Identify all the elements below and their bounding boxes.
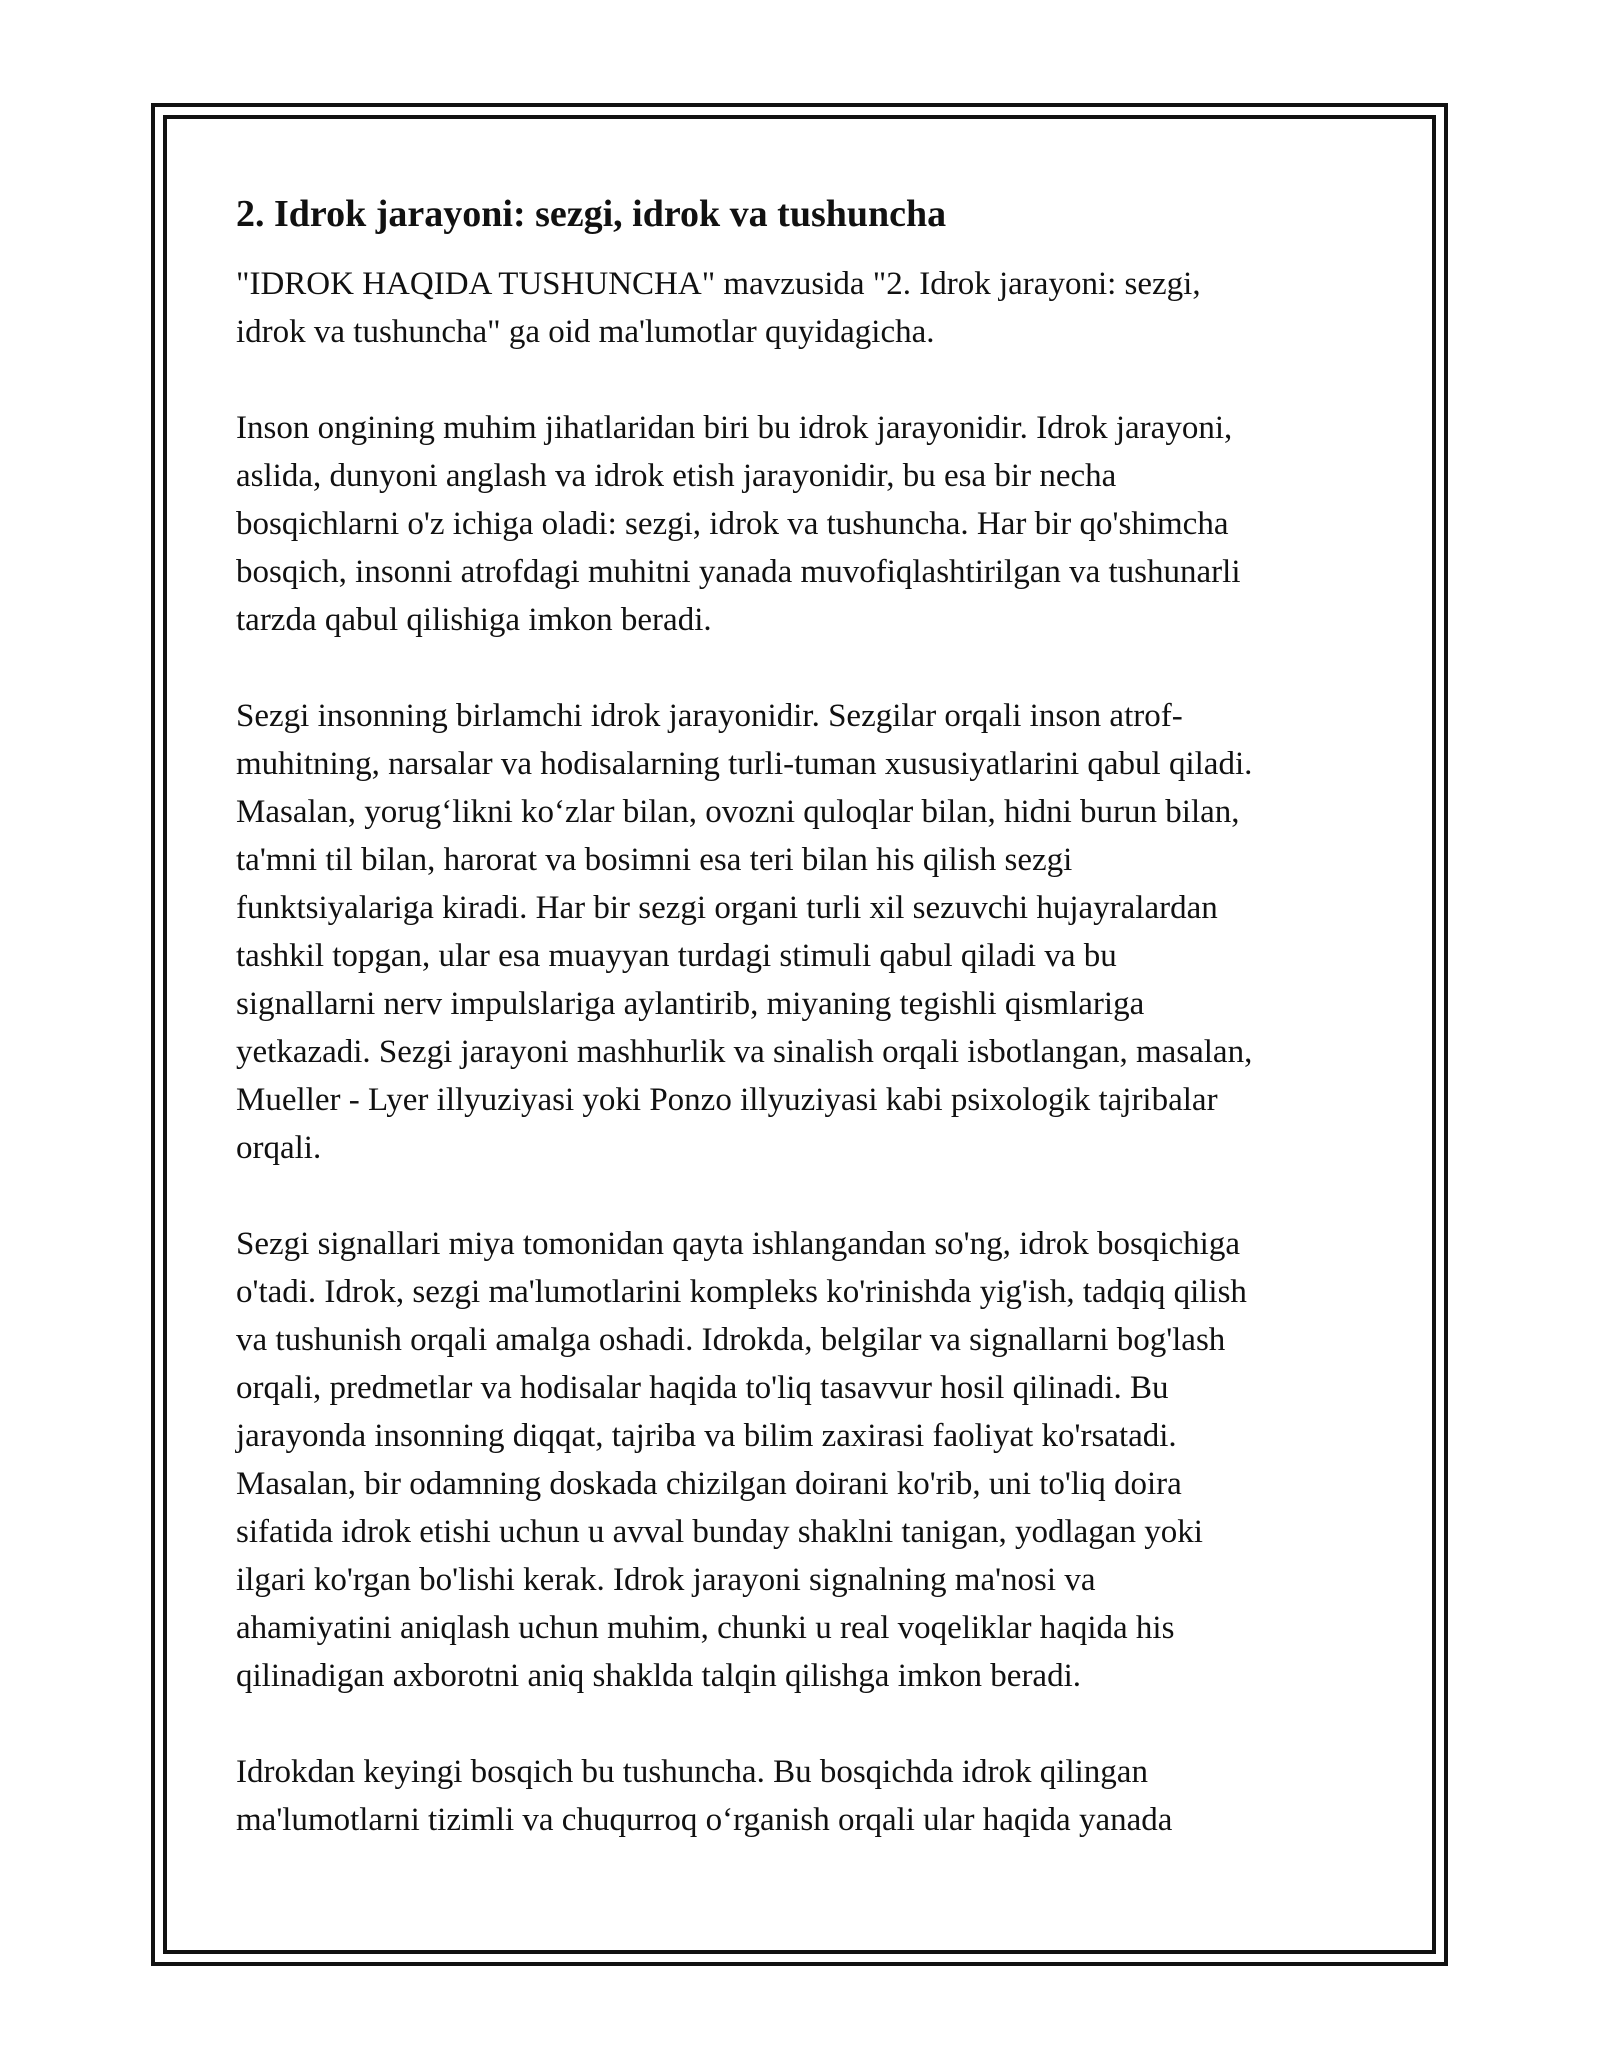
paragraph-line: bosqich, insonni atrofdagi muhitni yanada muvofiqlashtirilgan va tushunarli: [236, 554, 1241, 590]
paragraph-line: o'tadi. Idrok, sezgi ma'lumotlarini kompleks ko'rinishda yig'ish, tadqiq qilish: [236, 1274, 1247, 1310]
paragraph-line: ma'lumotlarni tizimli va chuqurroq o‘rganish orqali ular haqida yanada: [236, 1802, 1173, 1838]
paragraph-line: sifatida idrok etishi uchun u avval bunday shaklni tanigan, yodlagan yoki: [236, 1514, 1203, 1550]
paragraph-line: Masalan, bir odamning doskada chizilgan doirani ko'rib, uni to'liq doira: [236, 1466, 1182, 1502]
paragraph-line: Sezgi signallari miya tomonidan qayta ishlangandan so'ng, idrok bosqichiga: [236, 1226, 1241, 1262]
paragraph: [236, 1748, 1366, 1844]
paragraph-line: orqali.: [236, 1130, 322, 1166]
paragraph-line: Sezgi insonning birlamchi idrok jarayonidir. Sezgilar orqali inson atrof-: [236, 698, 1183, 734]
paragraph-line: Inson ongining muhim jihatlaridan biri bu idrok jarayonidir. Idrok jarayoni,: [236, 410, 1233, 446]
paragraph-line: signallarni nerv impulslariga aylantirib, miyaning tegishli qismlariga: [236, 986, 1145, 1022]
paragraph-line: "IDROK HAQIDA TUSHUNCHA" mavzusida "2. Idrok jarayoni: sezgi,: [236, 266, 1201, 302]
paragraph-line: Masalan, yorug‘likni ko‘zlar bilan, ovozni quloqlar bilan, hidni burun bilan,: [236, 794, 1240, 830]
paragraph-line: ahamiyatini aniqlash uchun muhim, chunki u real voqeliklar haqida his: [236, 1610, 1175, 1646]
paragraph-list: [236, 260, 1366, 1844]
paragraph-line: muhitning, narsalar va hodisalarning turli-tuman xususiyatlarini qabul qiladi.: [236, 746, 1253, 782]
paragraph-line: funktsiyalariga kiradi. Har bir sezgi organi turli xil sezuvchi hujayralardan: [236, 890, 1218, 926]
paragraph-line: yetkazadi. Sezgi jarayoni mashhurlik va sinalish orqali isbotlangan, masalan,: [236, 1034, 1253, 1070]
paragraph-line: jarayonda insonning diqqat, tajriba va bilim zaxirasi faoliyat ko'rsatadi.: [236, 1418, 1177, 1454]
paragraph-line: tashkil topgan, ular esa muayyan turdagi stimuli qabul qiladi va bu: [236, 938, 1117, 974]
paragraph-line: ta'mni til bilan, harorat va bosimni esa teri bilan his qilish sezgi: [236, 842, 1073, 878]
document-body: [236, 190, 1366, 1892]
paragraph-line: Mueller - Lyer illyuziyasi yoki Ponzo illyuziyasi kabi psixologik tajribalar: [236, 1082, 1218, 1118]
section-heading: 2. Idrok jarayoni: sezgi, idrok va tushuncha: [236, 193, 947, 235]
paragraph: [236, 404, 1366, 644]
paragraph-line: bosqichlarni o'z ichiga oladi: sezgi, idrok va tushuncha. Har bir qo'shimcha: [236, 506, 1229, 542]
paragraph-line: qilinadigan axborotni aniq shaklda talqin qilishga imkon beradi.: [236, 1658, 1081, 1694]
paragraph-line: Idrokdan keyingi bosqich bu tushuncha. Bu bosqichda idrok qilingan: [236, 1754, 1148, 1790]
paragraph: [236, 1220, 1366, 1700]
paragraph: [236, 260, 1366, 356]
paragraph: [236, 692, 1366, 1172]
paragraph-line: ilgari ko'rgan bo'lishi kerak. Idrok jarayoni signalning ma'nosi va: [236, 1562, 1096, 1598]
paragraph-line: orqali, predmetlar va hodisalar haqida to'liq tasavvur hosil qilinadi. Bu: [236, 1370, 1169, 1406]
paragraph-line: idrok va tushuncha" ga oid ma'lumotlar quyidagicha.: [236, 314, 935, 350]
paragraph-line: aslida, dunyoni anglash va idrok etish jarayonidir, bu esa bir necha: [236, 458, 1117, 494]
paragraph-line: va tushunish orqali amalga oshadi. Idrokda, belgilar va signallarni bog'lash: [236, 1322, 1226, 1358]
paragraph-line: tarzda qabul qilishiga imkon beradi.: [236, 602, 712, 638]
